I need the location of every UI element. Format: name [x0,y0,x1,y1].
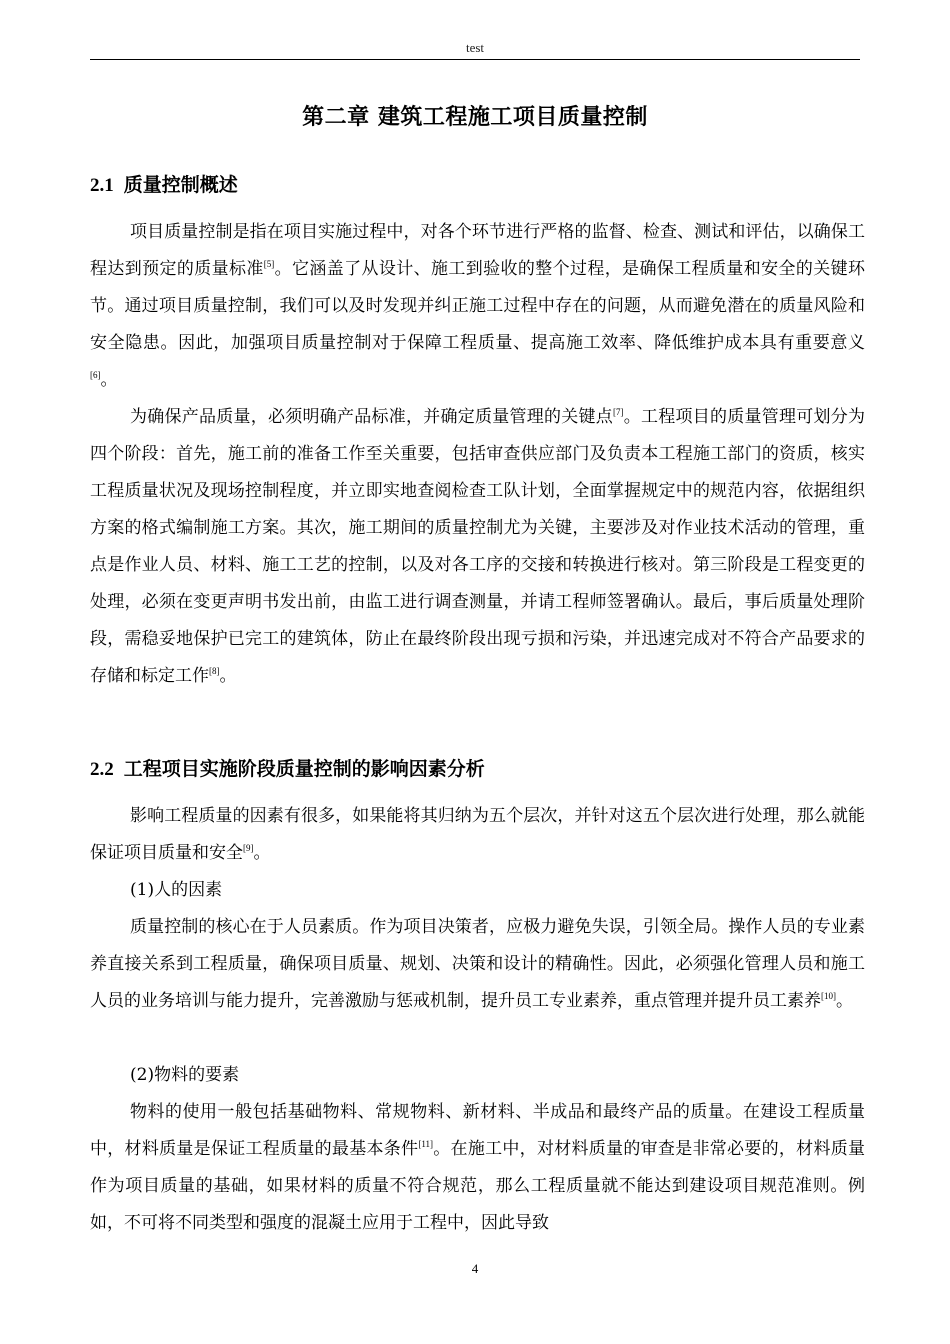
page-header: test [465,40,485,55]
paragraph [90,798,865,872]
paragraph-text: 。 [219,666,237,686]
section-number: 2.2 [90,759,114,780]
section-number: 2.1 [90,175,114,196]
section-heading-2-1 [90,170,238,197]
section-heading-2-2 [90,754,485,781]
paragraph [90,909,865,1020]
paragraph-text: 。它涵盖了从设计、施工到验收的整个过程，是确保工程质量和安全的关键环节。通过项目质量控制，我们可以及时发现并纠正施工过程中存在的问题，从而避免潜在的质量风险和安全隐患。因此，加强项目质量控制对于保障工程质量、提高施工效率、降低维护成本具有重要意义 [90,259,865,353]
paragraph [90,1094,865,1242]
chapter-title: 第二章 建筑工程施工项目质量控制 [302,105,648,130]
section-title-text: 质量控制概述 [123,174,238,196]
header-rule [90,59,860,60]
paragraph-text: 项目质量控制是指在项目实施过程中，对各个环节进行严格的监督、检查、测试和评估，以确保工程达到预定的质量标准 [90,222,865,279]
citation: [8] [209,666,220,676]
section-title-text: 工程项目实施阶段质量控制的影响因素分析 [123,758,485,780]
paragraph [90,214,865,399]
citation: [6] [90,370,101,380]
citation: [10] [821,991,836,1001]
paragraph-text: 。 [100,370,118,390]
paragraph-text: 质量控制的核心在于人员素质。作为项目决策者，应极力避免失误，引领全局。操作人员的专业素养直接关系到工程质量，确保项目质量、规划、决策和设计的精确性。因此，必须强化管理人员和施工人员的业务培训与能力提升，完善激励与惩戒机制，提升员工专业素养，重点管理并提升员工素养 [90,917,865,1011]
paragraph-text: 物料的使用一般包括基础物料、常规物料、新材料、半成品和最终产品的质量。在建设工程质量中，材料质量是保证工程质量的最基本条件 [90,1102,865,1159]
paragraph-text: 为确保产品质量，必须明确产品标准，并确定质量管理的关键点 [130,407,613,427]
citation: [5] [263,259,275,269]
citation: [7] [613,407,624,417]
paragraph-text: 。工程项目的质量管理可划分为四个阶段：首先，施工前的准备工作至关重要，包括审查供应部门及负责本工程施工部门的资质，核实工程质量状况及现场控制程度，并立即实地查阅检查工队计划，全面掌握规定中的规范内容，依据组织方案的格式编制施工方案。其次，施工期间的质量控制尤为关键，主要涉及对作业技术活动的管理，重点是作业人员、材料、施工工艺的控制，以及对各工序的交接和转换进行核对。第三阶段是工程变更的处理，必须在变更声明书发出前，由监工进行调查测量，并请工程师签署确认。最后，事后质量处理阶段，需稳妥地保护已完工的建筑体，防止在最终阶段出现亏损和污染，并迅速完成对不符合产品要求的存储和标定工作 [90,407,865,686]
subheading-human-factor: (1)人的因素 [130,880,223,900]
paragraph-text: 影响工程质量的因素有很多，如果能将其归纳为五个层次，并针对这五个层次进行处理，那么就能保证项目质量和安全 [90,806,865,863]
citation: [11] [418,1139,433,1149]
paragraph-text: 。在施工中，对材料质量的审查是非常必要的，材料质量作为项目质量的基础，如果材料的质量不符合规范，那么工程质量就不能达到建设项目规范准则。例如，不可将不同类型和强度的混凝土应用于工程中，因此导致 [90,1139,866,1233]
subheading-material-factor: (2)物料的要素 [130,1065,240,1085]
paragraph-text: 。 [253,843,271,863]
page-number: 4 [471,1261,479,1276]
paragraph [90,399,865,695]
citation: [9] [243,843,254,853]
paragraph-text: 。 [836,991,853,1011]
